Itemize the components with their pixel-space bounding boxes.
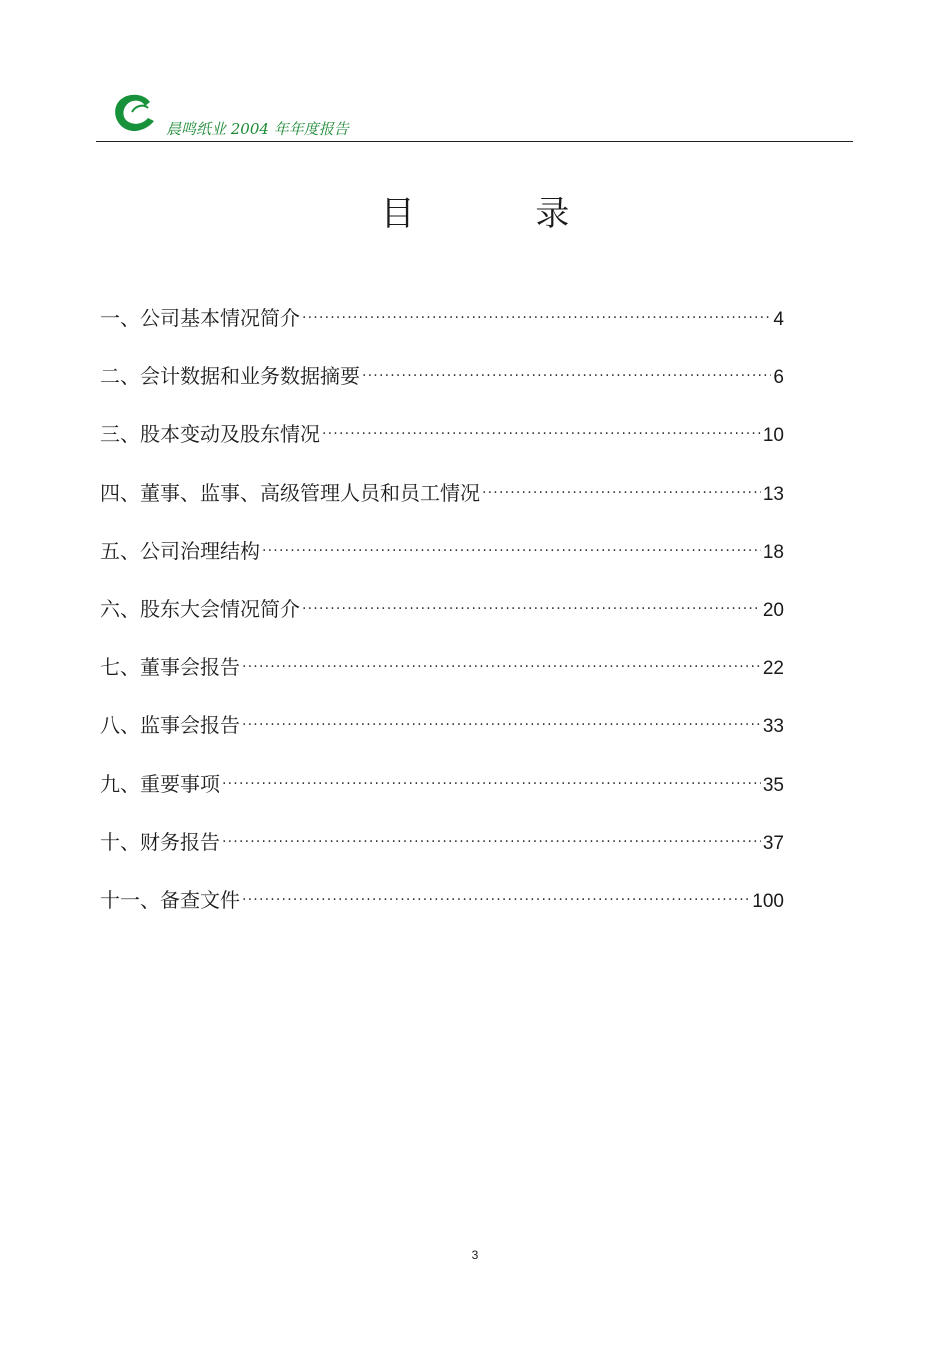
- toc-entry[interactable]: [100, 360, 784, 418]
- toc-entry-label: 八、监事会报告: [100, 713, 240, 738]
- toc-entry-label: 四、董事、监事、高级管理人员和员工情况: [100, 480, 480, 505]
- toc-entry-page: 10: [762, 425, 784, 447]
- toc-title-char-2: 录: [535, 194, 570, 234]
- toc-title: [0, 186, 950, 235]
- toc-entry-label: 六、股东大会情况简介: [100, 596, 300, 621]
- toc-entry-page: 6: [773, 367, 784, 389]
- toc-entry-page: 4: [773, 309, 784, 330]
- chenming-logo-icon: [110, 88, 158, 136]
- toc-dot-leader: [302, 310, 771, 326]
- toc-entry-page: 20: [762, 599, 784, 621]
- toc-dot-leader: [242, 717, 761, 733]
- toc-entry-label: 三、股本变动及股东情况: [100, 422, 320, 447]
- toc-entry-page: 100: [752, 890, 784, 912]
- toc-dot-leader: [242, 892, 750, 908]
- toc-dot-leader: [482, 485, 761, 501]
- table-of-contents: [100, 302, 784, 942]
- toc-entry[interactable]: [100, 418, 784, 476]
- toc-dot-leader: [302, 601, 761, 617]
- toc-dot-leader: [362, 368, 771, 384]
- toc-entry[interactable]: [100, 535, 784, 593]
- toc-entry[interactable]: [100, 826, 784, 884]
- toc-entry-label: 十一、备查文件: [100, 887, 240, 912]
- page-header: [96, 84, 853, 142]
- toc-entry-page: 13: [762, 483, 784, 505]
- toc-entry-label: 五、公司治理结构: [100, 538, 260, 563]
- toc-entry-label: 七、董事会报告: [100, 655, 240, 680]
- toc-entry-label: 九、重要事项: [100, 771, 220, 796]
- toc-entry[interactable]: [100, 651, 784, 709]
- toc-entry-page: 18: [762, 541, 784, 563]
- page-number: 3: [471, 1248, 479, 1262]
- toc-entry[interactable]: [100, 302, 784, 360]
- report-header-title: 晨鸣纸业 2004 年年度报告: [166, 120, 349, 138]
- toc-entry[interactable]: [100, 709, 784, 767]
- toc-entry-label: 二、会计数据和业务数据摘要: [100, 364, 360, 389]
- toc-dot-leader: [222, 834, 761, 850]
- toc-entry[interactable]: [100, 768, 784, 826]
- toc-entry-label: 十、财务报告: [100, 829, 220, 854]
- header-divider: [96, 141, 853, 143]
- toc-dot-leader: [322, 426, 761, 442]
- toc-title-char-1: 目: [380, 194, 415, 234]
- toc-entry-page: 37: [762, 832, 784, 854]
- toc-entry-label: 一、公司基本情况简介: [100, 306, 300, 330]
- toc-entry-page: 33: [762, 716, 784, 738]
- toc-entry-page: 22: [762, 658, 784, 680]
- toc-entry[interactable]: [100, 884, 784, 942]
- toc-entry[interactable]: [100, 477, 784, 535]
- toc-dot-leader: [262, 543, 761, 559]
- toc-entry[interactable]: [100, 593, 784, 651]
- toc-dot-leader: [222, 776, 761, 792]
- toc-entry-page: 35: [762, 774, 784, 796]
- toc-dot-leader: [242, 659, 761, 675]
